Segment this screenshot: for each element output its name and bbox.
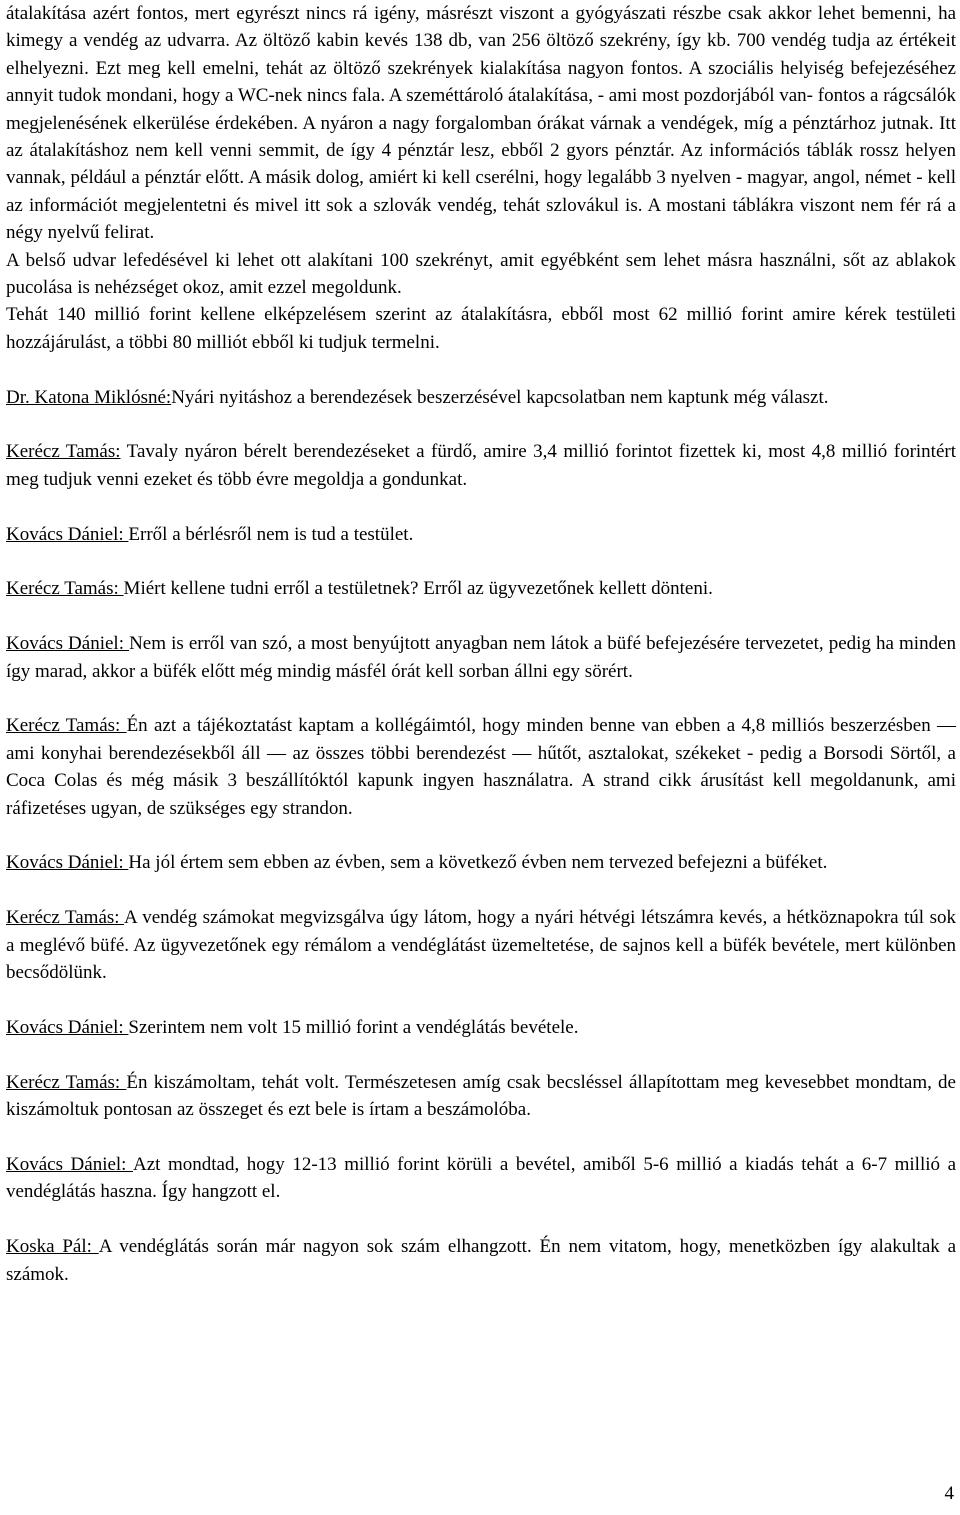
speaker-name: Kovács Dániel: [6,1016,129,1038]
speech-text: Miért kellene tudni erről a testületnek? Erről az ügyvezetőnek kellett dönteni. [123,578,713,600]
exchange-paragraph [6,904,956,986]
exchange-paragraph [6,1151,956,1206]
speaker-name: Dr. Katona Miklósné: [6,386,172,408]
exchange-paragraph [6,521,956,548]
speech-text: Tavaly nyáron bérelt berendezéseket a fürdő, amire 3,4 millió forintot fizettek ki, most 4,8 millió forintért meg tudjuk venni ezeket és több évre megoldja a gondunkat. [6,441,956,490]
exchange-paragraph [6,1233,956,1288]
exchange-paragraph [6,1069,956,1124]
speaker-name: Kerécz Tamás: [6,907,125,929]
exchange-paragraph [6,384,956,411]
exchange-paragraph [6,712,956,822]
speaker-name: Kovács Dániel: [6,523,129,545]
speech-text: A vendéglátás során már nagyon sok szám elhangzott. Én nem vitatom, hogy, menetközben így alakultak a számok. [6,1236,957,1285]
speech-text: Ha jól értem sem ebben az évben, sem a következő évben nem tervezed befejezni a büféket. [128,852,828,874]
speaker-name: Kerécz Tamás: [6,1071,127,1093]
speech-text: A vendég számokat megvizsgálva úgy látom, hogy a nyári hétvégi létszámra kevés, a hétköznapokra túl sok a meglévő büfé. Az ügyvezetőnek egy rémálom a vendéglátást üzemeltetése, de sajnos kell a büfék bevétele, mert különben becsődölünk. [6,907,956,984]
speaker-name: Koska Pál: [6,1236,99,1258]
speech-text: Azt mondtad, hogy 12-13 millió forint körüli a bevétel, amiből 5-6 millió a kiadás tehát a 6-7 millió a vendéglátás haszna. Így hangzott el. [6,1153,957,1203]
intro-paragraph-2: A belső udvar lefedésével ki lehet ott alakítani 100 szekrényt, amit egyébként sem lehet másra használni, sőt az ablakok pucolása is nehézséget okoz, amit ezzel megoldunk. [6,249,956,299]
intro-paragraph-3: Tehát 140 millió forint kellene elképzelésem szerint az átalakításra, ebből most 62 millió forint amire kérek testületi hozzájárulást, a többi 80 milliót ebből ki tudjuk termelni. [6,304,956,353]
speaker-name: Kovács Dániel: [6,633,130,655]
speech-text: Én azt a tájékoztatást kaptam a kollégáimtól, hogy minden benne van ebben a 4,8 milliós beszerzésben — ami konyhai berendezésekből áll — az összes többi berendezést — hűtőt, asztalokat, székeket - pedig a Borsodi Sörtől, a Coca Colas és még másik 3 beszállítóktól kapunk ingyen használatra. A strand cikk árusítást kell megoldanunk, ami ráfizetéses ugyan, de szükséges egy strandon. [6,715,956,819]
speaker-name: Kerécz Tamás: [6,715,127,737]
speaker-name: Kovács Dániel: [6,852,129,874]
speech-text: Nyári nyitáshoz a berendezések beszerzésével kapcsolatban nem kaptunk még választ. [171,386,829,408]
document-page [6,0,956,1288]
speech-text: Nem is erről van szó, a most benyújtott anyagban nem látok a büfé befejezésére tervezetet, pedig ha minden így marad, akkor a büfék előtt még mindig másfél órát kell sorban állni egy sörért. [6,633,957,682]
speech-text: Erről a bérlésről nem is tud a testület. [128,523,414,545]
speech-text: Én kiszámoltam, tehát volt. Természetesen amíg csak becsléssel állapítottam meg kevesebbet mondtam, de kiszámoltuk pontosan az összeget és ezt bele is írtam a beszámolóba. [6,1071,956,1121]
exchange-paragraph [6,849,956,876]
speaker-name: Kovács Dániel: [6,1153,133,1175]
speech-text: Szerintem nem volt 15 millió forint a vendéglátás bevétele. [128,1016,579,1038]
exchange-paragraph [6,438,956,493]
speaker-name: Kerécz Tamás: [6,441,121,463]
exchange-paragraph [6,630,956,685]
exchange-paragraph [6,575,956,602]
exchange-paragraph [6,1014,956,1041]
intro-paragraph-1: átalakítása azért fontos, mert egyrészt nincs rá igény, másrészt viszont a gyógyászati részbe csak akkor lehet bemenni, ha kimegy a vendég az udvarra. Az öltöző kabin kevés 138 db, van 256 öltöző szekrény, így kb. 700 vendég tudja az értékeit elhelyezni. Ezt meg kell emelni, tehát az öltöző szekrények kialakítása nagyon fontos. A szociális helyiség befejezéséhez annyit tudok mondani, hogy a WC-nek nincs fala. A szeméttároló átalakítása, - ami most pozdorjából van- fontos a rágcsálók megjelenésének elkerülése érdekében. A nyáron a nagy forgalomban órákat várnak a vendégek, míg a pénztárhoz jutnak. Itt az átalakításhoz nem kell venni semmit, de így 4 pénztár lesz, ebből 2 gyors pénztár. Az információs táblák rossz helyen vannak, például a pénztár előtt. A másik dolog, amiért ki kell cserélni, hogy legalább 3 nyelven - magyar, angol, német - kell az információt megjelentetni és mivel itt sok a szlovák vendég, tehát szlovákul is. A mostani táblákra viszont nem fér rá a négy nyelvű felirat. [6,3,956,244]
speaker-name: Kerécz Tamás: [6,578,124,600]
page-number: 4 [944,1483,954,1504]
